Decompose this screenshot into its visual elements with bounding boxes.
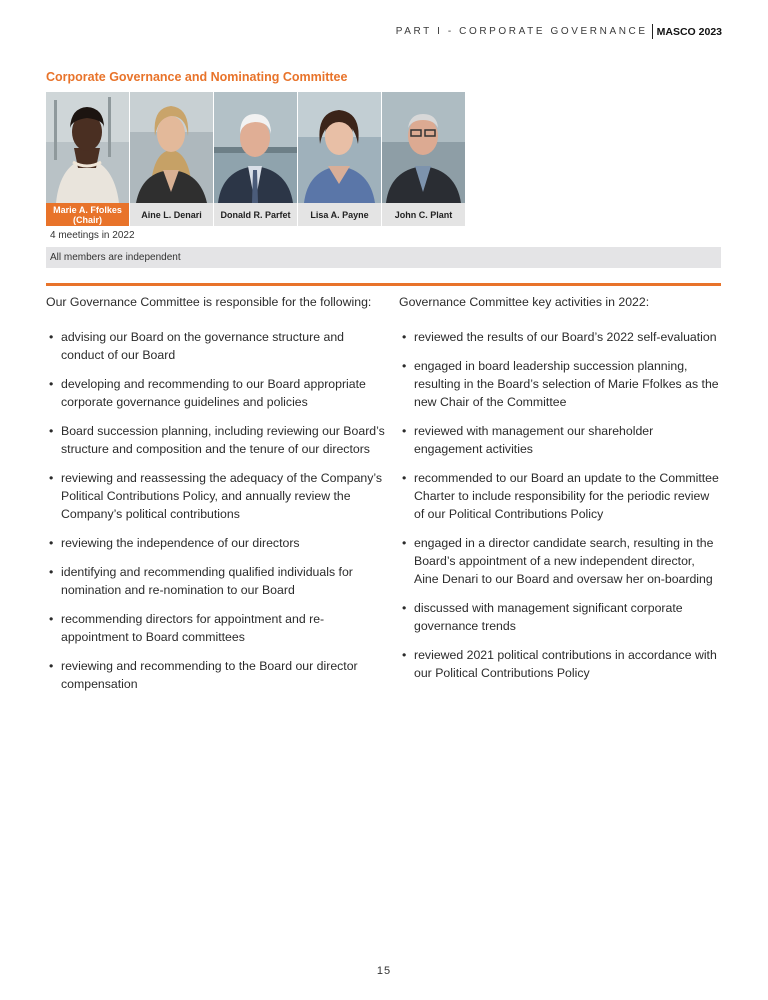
list-item: • reviewing the independence of our directors [46, 534, 386, 552]
member-photo [382, 92, 465, 203]
list-item: • reviewing and reassessing the adequacy of the Company’s Political Contributions Policy, and annually review the Company’s political contributions [46, 469, 386, 523]
member-card [46, 92, 129, 226]
member-photo [214, 92, 297, 203]
independence-note: All members are independent [46, 247, 721, 268]
section-divider [46, 283, 721, 286]
activities-heading: Governance Committee key activities in 2022: [399, 295, 650, 309]
member-card [298, 92, 381, 226]
activities-column [399, 293, 721, 693]
committee-title: Corporate Governance and Nominating Committee [46, 70, 348, 84]
member-gallery [46, 92, 465, 226]
member-name: Marie A. Ffolkes [53, 204, 122, 215]
member-role: (Chair) [73, 214, 102, 225]
list-item: • Board succession planning, including reviewing our Board’s structure and composition and the tenure of our directors [46, 422, 386, 458]
activities-list [399, 328, 721, 682]
list-item: • engaged in board leadership succession planning, resulting in the Board’s selection of Marie Ffolkes as the new Chair of the Committee [399, 357, 721, 411]
member-name: John C. Plant [382, 203, 465, 226]
list-item: • advising our Board on the governance structure and conduct of our Board [46, 328, 386, 364]
member-name-chair [46, 203, 129, 226]
member-card [214, 92, 297, 226]
list-item: • reviewing and recommending to the Board our director compensation [46, 657, 386, 693]
list-item: • reviewed the results of our Board’s 2022 self-evaluation [399, 328, 721, 346]
page-header [396, 24, 722, 39]
list-item: • recommended to our Board an update to the Committee Charter to include responsibility for the periodic review of our Political Contributions Policy [399, 469, 721, 523]
brand-label: MASCO 2023 [656, 25, 722, 38]
member-name: Donald R. Parfet [214, 203, 297, 226]
list-item: • developing and recommending to our Board appropriate corporate governance guidelines and policies [46, 375, 386, 411]
responsibilities-list [46, 328, 386, 693]
list-item: • engaged in a director candidate search, resulting in the Board’s appointment of a new independent director, Aine Denari to our Board and oversaw her on-boarding [399, 534, 721, 588]
list-item: • recommending directors for appointment and re-appointment to Board committees [46, 610, 386, 646]
member-photo [130, 92, 213, 203]
list-item: • identifying and recommending qualified individuals for nomination and re-nomination to our Board [46, 563, 386, 599]
list-item: • discussed with management significant corporate governance trends [399, 599, 721, 635]
member-name: Lisa A. Payne [298, 203, 381, 226]
member-photo [46, 92, 129, 203]
list-item: • reviewed with management our shareholder engagement activities [399, 422, 721, 458]
member-card [130, 92, 213, 226]
header-divider [652, 24, 653, 39]
responsibilities-heading: Our Governance Committee is responsible for the following: [46, 295, 372, 309]
page-number: 15 [376, 965, 392, 977]
section-label: PART I - CORPORATE GOVERNANCE [395, 26, 648, 37]
responsibilities-column [46, 293, 386, 704]
member-photo [298, 92, 381, 203]
meetings-count: 4 meetings in 2022 [50, 230, 135, 241]
member-name: Aine L. Denari [130, 203, 213, 226]
member-card [382, 92, 465, 226]
list-item: • reviewed 2021 political contributions in accordance with our Political Contributions Policy [399, 646, 721, 682]
